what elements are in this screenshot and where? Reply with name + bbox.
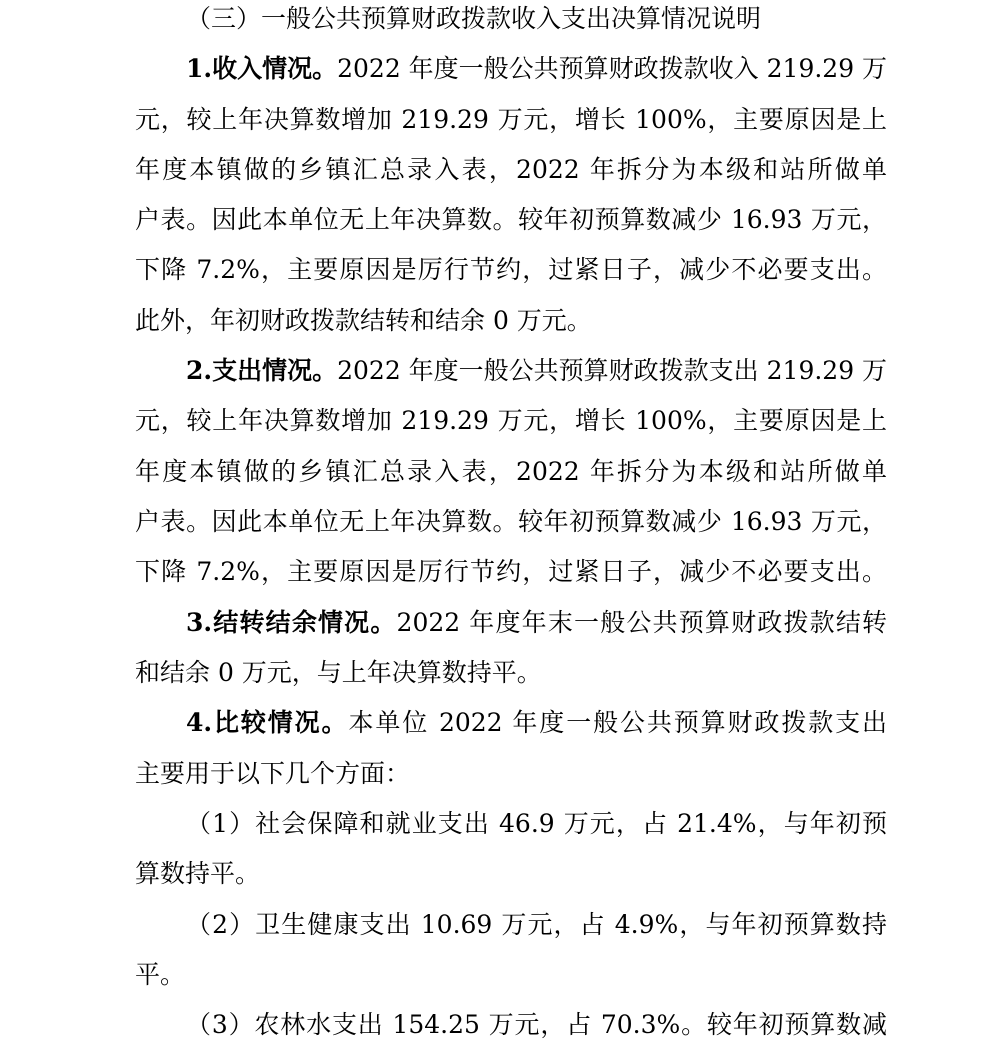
paragraph-3-label: 3.结转结余情况。 [186, 608, 397, 637]
paragraph-3-line-2: 和结余 0 万元，与上年决算数持平。 [135, 658, 542, 687]
paragraph-1-line-4: 户表。因此本单位无上年决算数。较年初预算数减少 16.93 万元， [135, 205, 887, 234]
item-3-line-1: （3）农林水支出 154.25 万元，占 70.3%。较年初预算数减 [186, 1010, 887, 1039]
paragraph-1-line-5: 下降 7.2%，主要原因是厉行节约，过紧日子，减少不必要支出。 [135, 255, 887, 284]
paragraph-2-line-2: 元，较上年决算数增加 219.29 万元，增长 100%，主要原因是上 [135, 406, 887, 435]
item-2-line-2: 平。 [135, 960, 186, 989]
paragraph-1-line-6: 此外，年初财政拨款结转和结余 0 万元。 [135, 306, 592, 335]
paragraph-4-label: 4.比较情况。 [186, 708, 349, 737]
paragraph-2-line-5: 下降 7.2%，主要原因是厉行节约，过紧日子，减少不必要支出。 [135, 557, 887, 586]
paragraph-2-line-3: 年度本镇做的乡镇汇总录入表，2022 年拆分为本级和站所做单 [135, 457, 887, 486]
paragraph-2-label: 2.支出情况。 [186, 356, 338, 385]
section-title: （三）一般公共预算财政拨款收入支出决算情况说明 [186, 4, 762, 33]
item-2-line-1: （2）卫生健康支出 10.69 万元，占 4.9%，与年初预算数持 [186, 910, 887, 939]
paragraph-3-line-1 [186, 606, 887, 640]
paragraph-4-line-1 [186, 706, 887, 740]
paragraph-1-label: 1.收入情况。 [186, 54, 338, 83]
paragraph-2-line-4: 户表。因此本单位无上年决算数。较年初预算数减少 16.93 万元， [135, 507, 887, 536]
item-1-line-2: 算数持平。 [135, 859, 261, 888]
paragraph-4-line-2: 主要用于以下几个方面： [135, 759, 411, 788]
paragraph-2-line-1 [186, 354, 887, 388]
paragraph-1-line-2: 元，较上年决算数增加 219.29 万元，增长 100%，主要原因是上 [135, 105, 887, 134]
paragraph-1-text-1: 2022 年度一般公共预算财政拨款收入 219.29 万 [337, 54, 888, 83]
paragraph-2-text-1: 2022 年度一般公共预算财政拨款支出 219.29 万 [337, 356, 888, 385]
paragraph-1-line-3: 年度本镇做的乡镇汇总录入表，2022 年拆分为本级和站所做单 [135, 155, 887, 184]
item-1-line-1: （1）社会保障和就业支出 46.9 万元，占 21.4%，与年初预 [186, 809, 887, 838]
paragraph-1-line-1 [186, 52, 887, 86]
paragraph-3-text-1: 2022 年度年末一般公共预算财政拨款结转 [396, 608, 887, 637]
paragraph-4-text-1: 本单位 2022 年度一般公共预算财政拨款支出 [348, 708, 887, 737]
